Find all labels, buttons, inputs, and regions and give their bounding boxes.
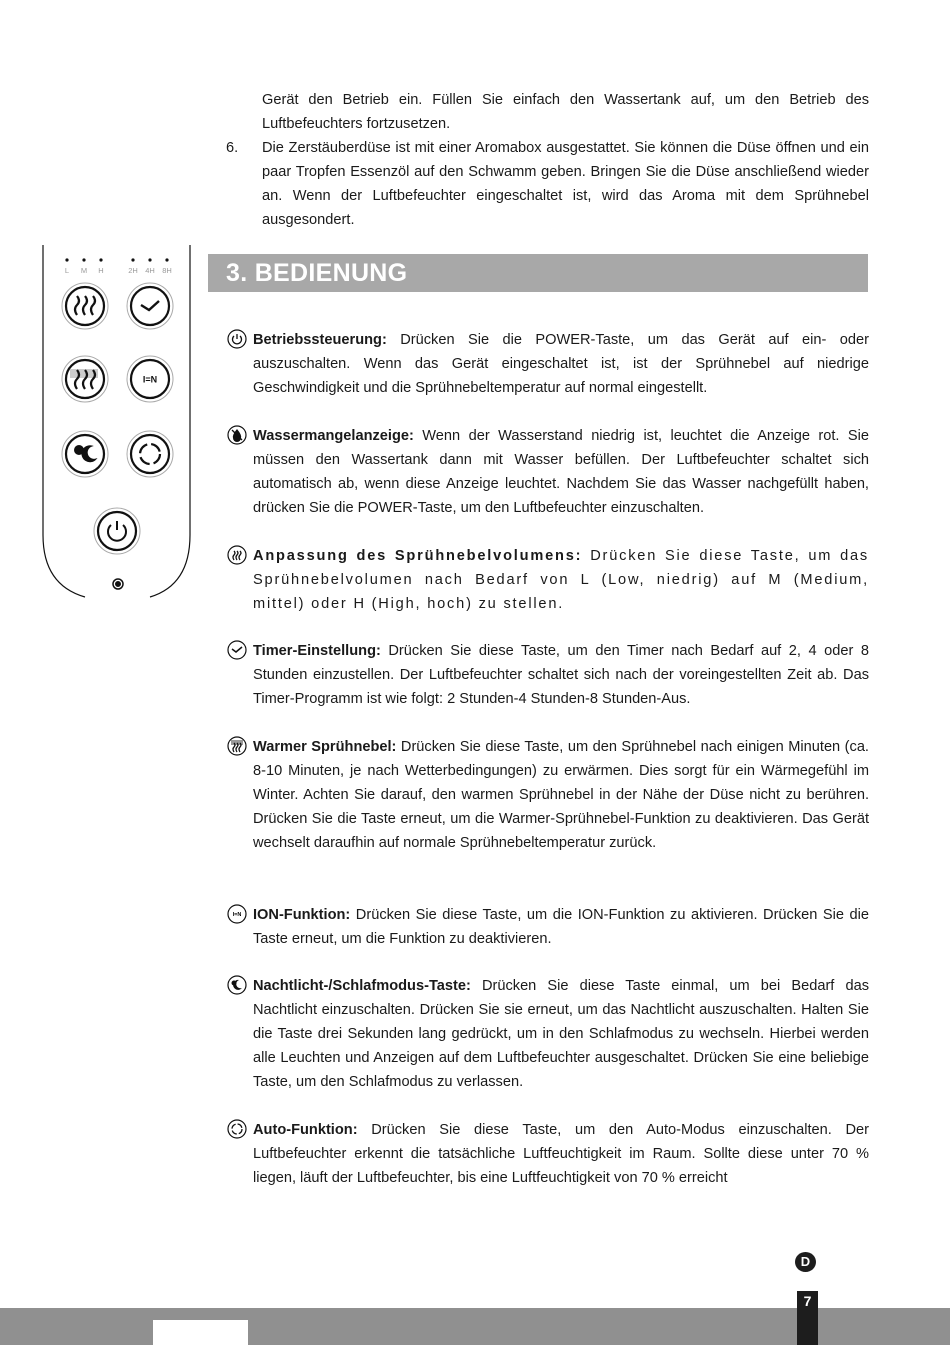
feature-title: Anpassung des Sprühnebelvolumens: <box>253 548 583 564</box>
water-shortage-indicator <box>113 579 123 589</box>
auto-button <box>127 431 173 477</box>
section-header <box>208 254 868 292</box>
ion-button <box>127 356 173 402</box>
power-icon <box>227 329 247 349</box>
mist-volume-icon <box>227 545 247 565</box>
feature-text: Drücken Sie diese Taste, um das Sprühnebelvolumen nach Bedarf von L (Low, niedrig) auf M (Medium, mittel) oder H (High, hoch) zu stellen. <box>253 548 870 612</box>
feature-paragraph <box>253 328 869 400</box>
control-panel-illustration <box>40 245 200 605</box>
ion-label: I=N <box>142 374 158 385</box>
feature-paragraph <box>253 424 869 520</box>
night-light-icon <box>227 975 247 995</box>
timer-label: 4H <box>145 266 155 275</box>
timer-label: 8H <box>162 266 172 275</box>
ion-icon <box>227 904 247 924</box>
feature-title: Wassermangelanzeige: <box>253 428 414 444</box>
feature-text: Drücken Sie diese Taste, um den Auto-Modus einzuschalten. Der Luftbefeuchter erkennt die tatsächliche Luftfeuchtigkeit im Raum. Sollte diese unter 70 % liegen, läuft der Luftbefeuchter, bis eine Luftfeuchtigkeit von 70 % erreicht <box>253 1122 869 1186</box>
feature-title: Betriebssteuerung: <box>253 332 387 348</box>
auto-icon <box>227 1119 247 1139</box>
speed-label: M <box>80 266 88 275</box>
feature-paragraph <box>253 735 869 855</box>
warm-mist-icon <box>227 736 247 756</box>
warm-mist-button <box>62 356 108 402</box>
feature-title: Auto-Funktion: <box>253 1122 358 1138</box>
timer-icon <box>227 640 247 660</box>
night-light-button <box>62 431 108 477</box>
mist-volume-button <box>62 283 108 329</box>
feature-text: Drücken Sie diese Taste, um den Timer nach Bedarf auf 2, 4 oder 8 Stunden einzustellen. Der Luftbefeuchter schaltet sich nach der voreingestellten Zeit ab. Das Timer-Programm ist wie folgt: 2 Stunden-4 Stunden-8 Stunden-Aus. <box>253 643 869 707</box>
feature-title: Nachtlicht-/Schlafmodus-Taste: <box>253 978 471 994</box>
speed-label: L <box>64 266 70 275</box>
page-number: 7 <box>797 1291 818 1345</box>
water-shortage-icon <box>227 425 247 445</box>
feature-text: Drücken Sie die POWER-Taste, um das Gerät auf ein- oder auszuschalten. Wenn das Gerät eingeschaltet ist, ist der Sprühnebel auf niedrige Geschwindigkeit und die Sprühnebeltemperatur auf normal eingestellt. <box>253 332 869 396</box>
feature-paragraph <box>253 544 869 616</box>
power-button <box>94 508 140 554</box>
section-title: 3. BEDIENUNG <box>226 259 408 287</box>
feature-paragraph <box>253 639 869 711</box>
feature-text: Drücken Sie diese Taste, um den Sprühnebel nach einigen Minuten (ca. 8-10 Minuten, je nach Wetterbedingungen) zu erwärmen. Dies sorgt für ein Wärmegefühl im Winter. Achten Sie darauf, den warmen Sprühnebel in der Nähe der Düse nicht zu berühren. Drücken Sie die Taste erneut, um die Warmer-Sprühnebel-Funktion zu deaktivieren. Das Gerät wechselt daraufhin auf normale Sprühnebeltemperatur zurück. <box>253 739 869 851</box>
feature-title: Warmer Sprühnebel: <box>253 739 397 755</box>
feature-paragraph <box>253 903 869 951</box>
feature-title: ION-Funktion: <box>253 907 351 923</box>
list-item-text: Die Zerstäuberdüse ist mit einer Aromabox ausgestattet. Sie können die Düse öffnen und ein paar Tropfen Essenzöl auf den Schwamm geben. Bringen Sie die Düse anschließend wieder an. Wenn der Luftbefeuchter eingeschaltet ist, wird das Aroma mit dem Sprühnebel ausgesondert. <box>262 140 869 228</box>
footer-white-box <box>153 1320 248 1345</box>
svg-text:I=N: I=N <box>232 912 242 918</box>
feature-paragraph <box>253 1118 869 1190</box>
continuation-text: Gerät den Betrieb ein. Füllen Sie einfach den Wassertank auf, um den Betrieb des Luftbefeuchters fortzusetzen. <box>262 92 869 132</box>
feature-title: Timer-Einstellung: <box>253 643 381 659</box>
feature-text: Wenn der Wasserstand niedrig ist, leuchtet die Anzeige rot. Sie müssen den Wassertank dann mit Wasser befüllen. Der Luftbefeuchter schaltet sich automatisch ab, wenn diese Anzeige leuchtet. Nachdem Sie das Wasser nachgefüllt haben, drücken Sie die POWER-Taste, um den Luftbefeuchter einzuschalten. <box>253 428 869 516</box>
feature-text: Drücken Sie diese Taste, um die ION-Funktion zu aktivieren. Drücken Sie die Taste erneut, um die Funktion zu deaktivieren. <box>253 907 869 947</box>
speed-label: H <box>98 266 104 275</box>
timer-button <box>127 283 173 329</box>
language-badge: D <box>795 1252 816 1272</box>
feature-text: Drücken Sie diese Taste einmal, um bei Bedarf das Nachtlicht einzuschalten. Drücken Sie sie erneut, um das Nachtlicht auszuschalten. Halten Sie die Taste drei Sekunden lang gedrückt, um in den Schlafmodus zu wechseln. Hierbei werden alle Leuchten und Anzeigen auf dem Luftbefeuchter ausgeschaltet. Drücken Sie eine beliebige Taste, um den Schlafmodus zu verlassen. <box>253 978 869 1090</box>
list-number: 6. <box>226 140 239 156</box>
timer-label: 2H <box>128 266 138 275</box>
feature-paragraph <box>253 974 869 1094</box>
